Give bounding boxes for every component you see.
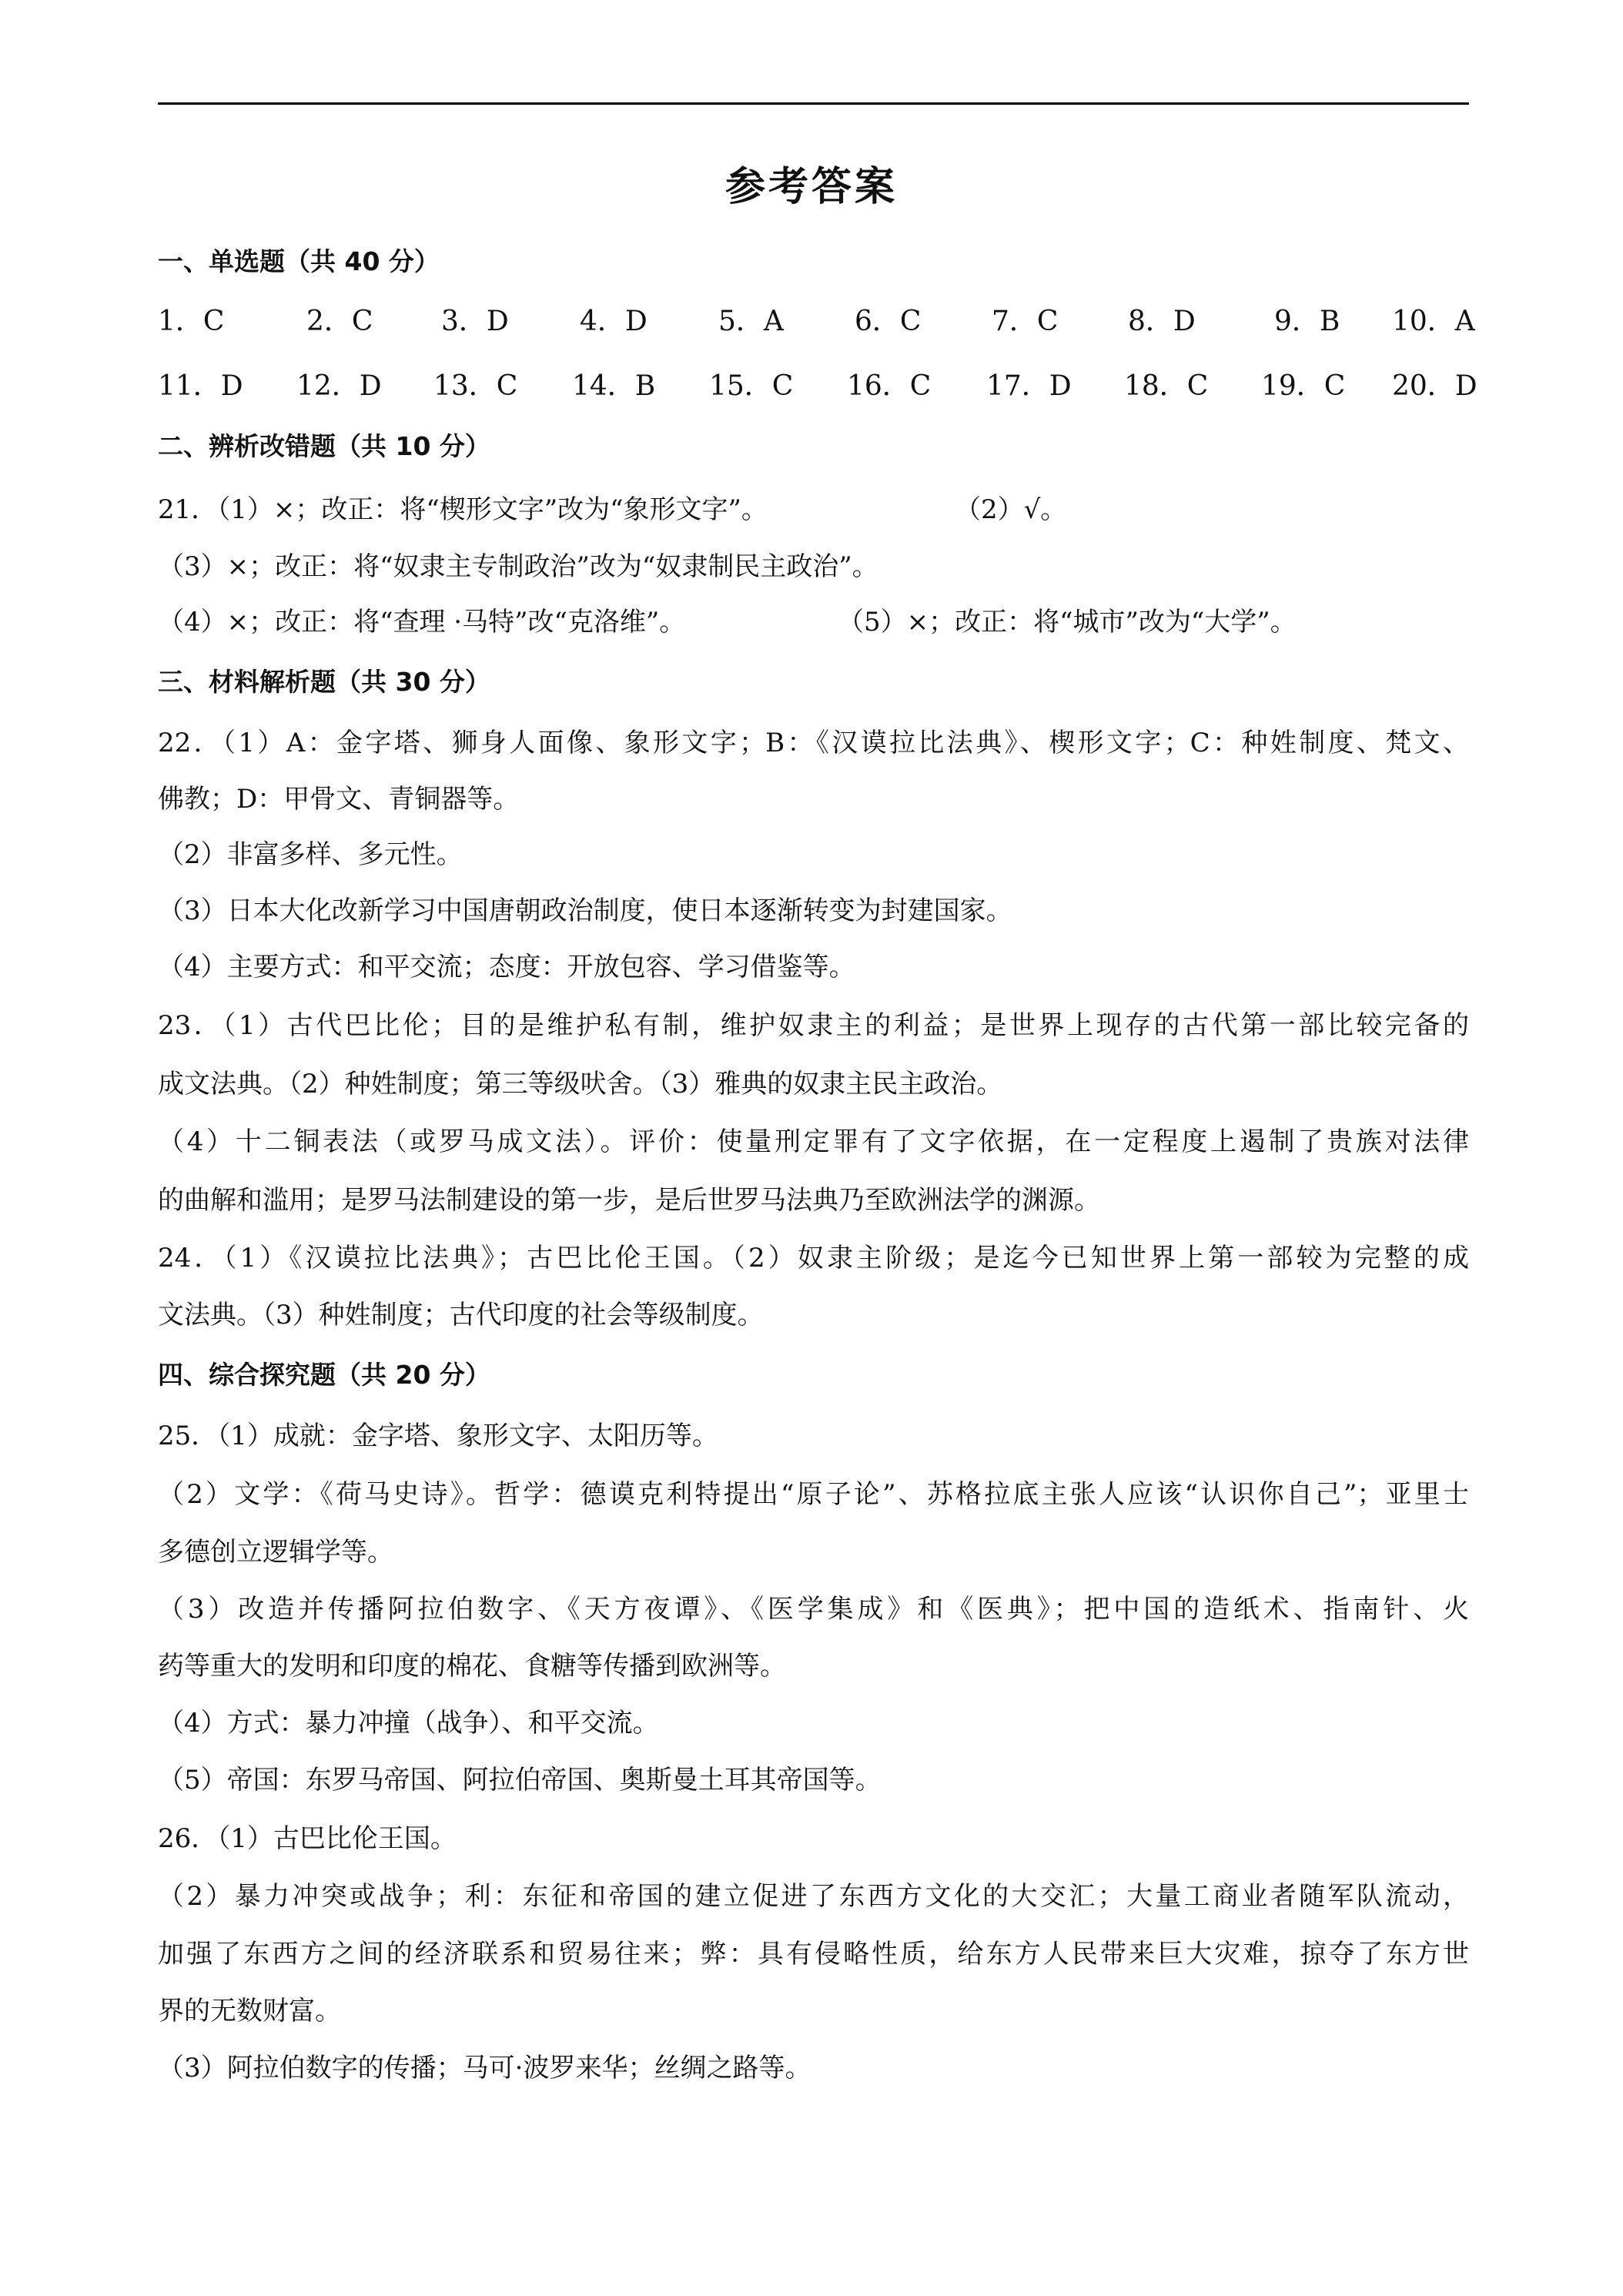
q26-line-4: 界的无数财富。 [158,1996,341,2027]
mc-answer: 9．B [1274,306,1340,337]
header-rule [158,102,1469,105]
section-heading-2: 二、辨析改错题（共 10 分） [158,431,490,461]
mc-answer: 2．C [306,306,373,337]
mc-answer: 17．D [986,370,1072,402]
page-title: 参考答案 [724,163,898,210]
q26-line-5: （3）阿拉伯数字的传播；马可·波罗来华；丝绸之路等。 [158,2053,812,2083]
q22-line-5: （4）主要方式：和平交流；态度：开放包容、学习借鉴等。 [158,952,855,982]
q21-line-3 [158,605,1469,639]
q21-answer-4: （4）×；改正：将“查理 ·马特”改“克洛维”。 [158,607,686,638]
q21-answer-3: （3）×；改正：将“奴隶主专制政治”改为“奴隶制民主政治”。 [158,551,878,582]
mc-answer: 5．A [718,306,784,337]
q23-line-3: （4）十二铜表法（或罗马成文法）。评价：使量刑定罪有了文字依据，在一定程度上遏制了贵族对法律 [158,1126,1469,1157]
q22-line-3: （2）非富多样、多元性。 [158,839,463,870]
q21-answer-1: 21．（1）×；改正：将“楔形文字”改为“象形文字”。 [158,494,768,525]
mc-answer: 18．C [1124,370,1209,402]
section-heading-4: 四、综合探究题（共 20 分） [158,1360,490,1390]
mc-answer: 13．C [433,370,518,402]
q22-line-2: 佛教；D：甲骨文、青铜器等。 [158,784,520,815]
q21-answer-5: （5）×；改正：将“城市”改为“大学”。 [838,607,1297,638]
mc-answer: 10．A [1392,306,1475,337]
q22-line-4: （3）日本大化改新学习中国唐朝政治制度，使日本逐渐转变为封建国家。 [158,895,1012,926]
q26-line-3: 加强了东西方之间的经济联系和贸易往来；弊：具有侵略性质，给东方人民带来巨大灾难，掠夺了东方世 [158,1939,1469,1970]
q26-line-1: 26．（1）古巴比伦王国。 [158,1823,457,1854]
mc-answer: 12．D [296,370,382,402]
q23-line-4: 的曲解和滥用；是罗马法制建设的第一步，是后世罗马法典乃至欧洲法学的渊源。 [158,1185,1100,1216]
mc-answer: 19．C [1261,370,1346,402]
mc-answer: 7．C [992,306,1059,337]
mc-answer: 11．D [158,370,243,402]
q25-line-7: （5）帝国：东罗马帝国、阿拉伯帝国、奥斯曼土耳其帝国等。 [158,1765,882,1796]
q24-line-1: 24．（1）《汉谟拉比法典》；古巴比伦王国。（2）奴隶主阶级；是迄今已知世界上第一部较为完整的成 [158,1243,1469,1274]
q23-line-2: 成文法典。（2）种姓制度；第三等级吠舍。（3）雅典的奴隶主民主政治。 [158,1069,1003,1099]
q25-line-6: （4）方式：暴力冲撞（战争）、和平交流。 [158,1708,659,1739]
q25-line-2: （2）文学：《荷马史诗》。哲学：德谟克利特提出“原子论”、苏格拉底主张人应该“认识你自己”；亚里士 [158,1479,1469,1510]
section-heading-1: 一、单选题（共 40 分） [158,246,440,276]
mc-answer: 4．D [580,306,648,337]
mc-answer: 20．D [1392,370,1477,402]
mc-answer: 15．C [709,370,794,402]
mc-answer: 8．D [1128,306,1196,337]
mc-answer: 16．C [847,370,932,402]
q24-line-2: 文法典。（3）种姓制度；古代印度的社会等级制度。 [158,1300,764,1330]
section-heading-3: 三、材料解析题（共 30 分） [158,667,490,697]
q25-line-4: （3）改造并传播阿拉伯数字、《天方夜谭》、《医学集成》和《医典》；把中国的造纸术、指南针、火 [158,1594,1469,1625]
q22-line-1: 22．（1）A：金字塔、狮身人面像、象形文字；B：《汉谟拉比法典》、楔形文字；C：种姓制度、梵文、 [158,728,1469,758]
mc-answer: 14．B [572,370,656,402]
q25-line-1: 25．（1）成就：金字塔、象形文字、太阳历等。 [158,1421,718,1451]
q26-line-2: （2）暴力冲突或战争；利：东征和帝国的建立促进了东西方文化的大交汇；大量工商业者随军队流动， [158,1881,1469,1912]
q21-answer-2: （2）√。 [955,494,1067,525]
q23-line-1: 23．（1）古代巴比伦；目的是维护私有制，维护奴隶主的利益；是世界上现存的古代第一部比较完备的 [158,1010,1469,1041]
mc-answer: 1．C [158,306,225,337]
mc-answer: 6．C [855,306,922,337]
q21-line-1 [158,493,1469,527]
q25-line-3: 多德创立逻辑学等。 [158,1537,393,1568]
mc-answer: 3．D [441,306,509,337]
q25-line-5: 药等重大的发明和印度的棉花、食糖等传播到欧洲等。 [158,1651,786,1682]
